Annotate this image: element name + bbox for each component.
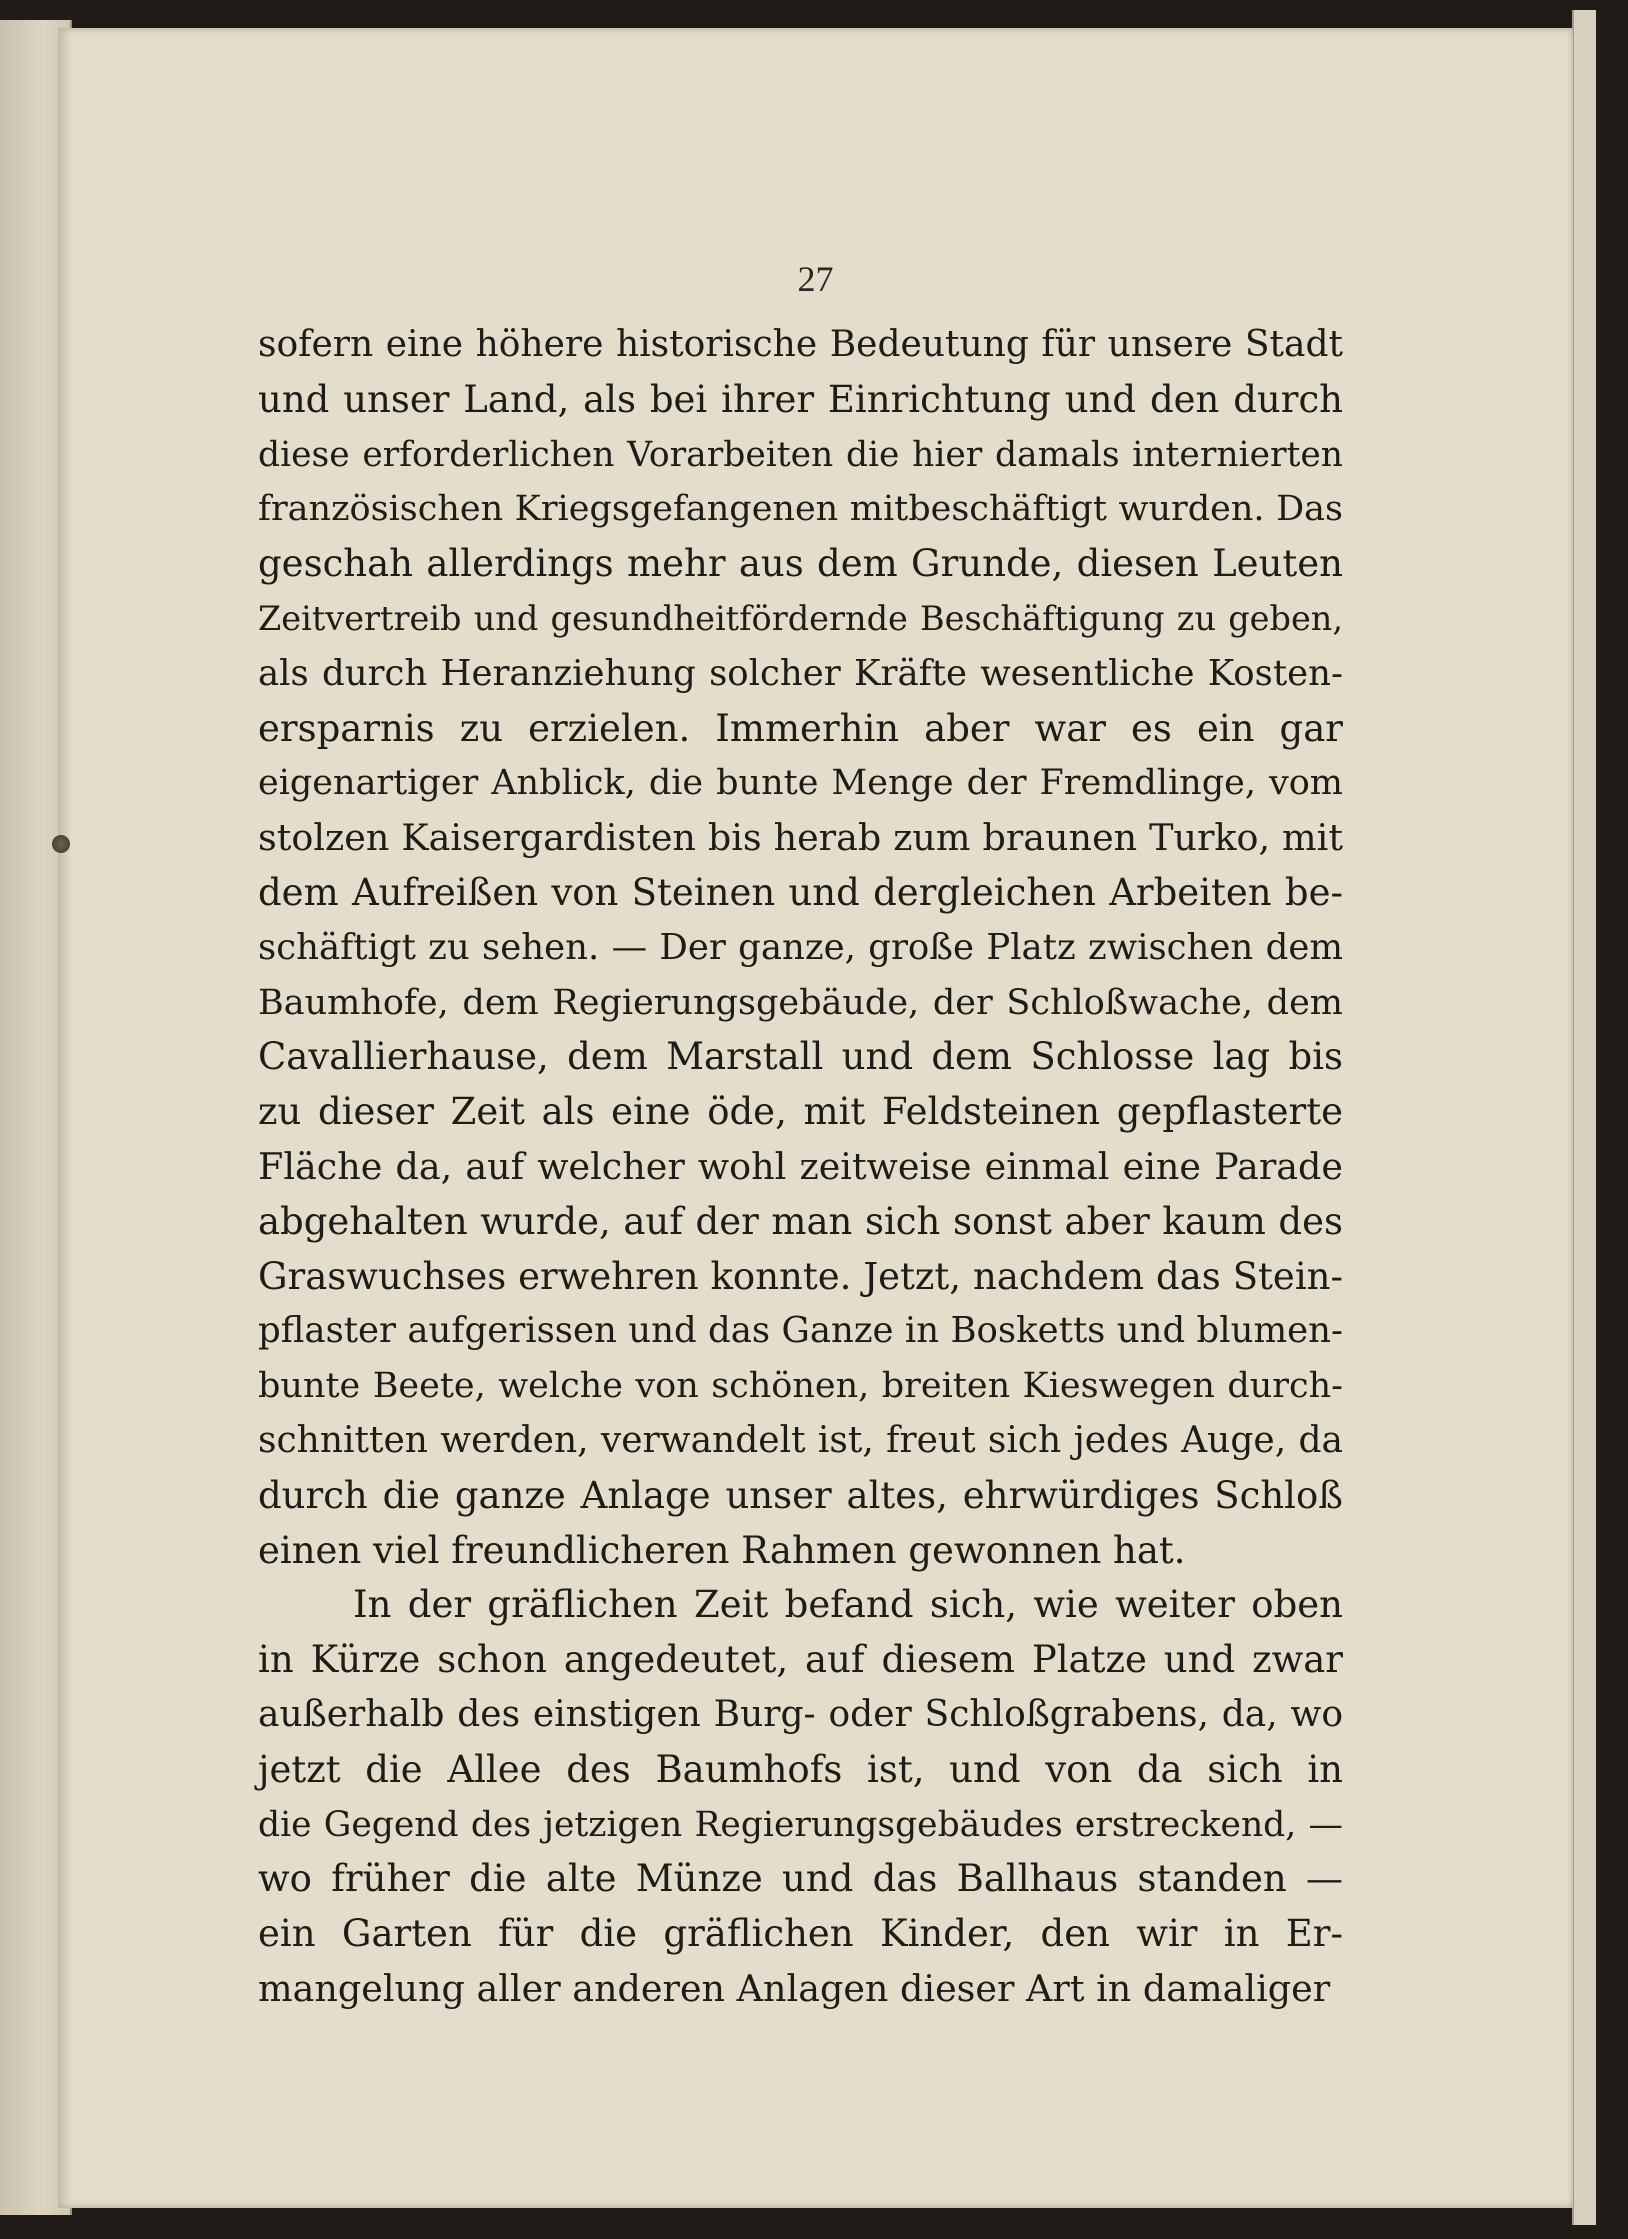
text-line: Cavallierhause, dem Marstall und dem Schlosse lag bis	[258, 1035, 1343, 1079]
text-line: durch die ganze Anlage unser altes, ehrwürdiges Schloß	[258, 1473, 1343, 1517]
text-line: eigenartiger Anblick, die bunte Menge der Fremdlinge, vom	[258, 763, 1343, 804]
text-line: sofern eine höhere historische Bedeutung für unsere Stadt	[258, 324, 1343, 365]
text-line: bunte Beete, welche von schönen, breiten Kieswegen durch-	[258, 1366, 1343, 1407]
text-line: französischen Kriegsgefangenen mitbeschäftigt wurden. Das	[258, 489, 1343, 530]
text-line: abgehalten wurde, auf der man sich sonst aber kaum des	[258, 1199, 1343, 1243]
text-line: schnitten werden, verwandelt ist, freut sich jedes Auge, da	[258, 1419, 1343, 1461]
text-line: die Gegend des jetzigen Regierungsgebäudes erstreckend, —	[258, 1804, 1343, 1845]
text-line: und unser Land, als bei ihrer Einrichtung und den durch	[258, 377, 1343, 421]
text-line: ein Garten für die gräflichen Kinder, den wir in Er-	[258, 1912, 1343, 1956]
text-line: in Kürze schon angedeutet, auf diesem Platze und zwar	[258, 1638, 1343, 1682]
text-line: mangelung aller anderen Anlagen dieser Art in damaliger	[258, 1966, 1331, 2010]
text-line: Fläche da, auf welcher wohl zeitweise einmal eine Parade	[258, 1144, 1343, 1188]
text-line: diese erforderlichen Vorarbeiten die hier damals internierten	[258, 434, 1343, 475]
text-line: stolzen Kaisergardisten bis herab zum braunen Turko, mit	[258, 816, 1343, 860]
text-line: jetzt die Allee des Baumhofs ist, und von da sich in	[258, 1747, 1343, 1791]
next-page-edge	[1572, 10, 1596, 2225]
paragraph	[258, 318, 1343, 1578]
page-number: 27	[797, 259, 834, 299]
text-line: Zeitvertreib und gesundheitfördernde Beschäftigung zu geben,	[258, 598, 1343, 638]
body-text	[258, 318, 1343, 2017]
text-line: Baumhofe, dem Regierungsgebäude, der Schloßwache, dem	[258, 982, 1343, 1023]
text-line: geschah allerdings mehr aus dem Grunde, diesen Leuten	[258, 542, 1343, 586]
text-line: Graswuchses erwehren konnte. Jetzt, nachdem das Stein-	[258, 1254, 1343, 1298]
text-line: schäftigt zu sehen. — Der ganze, große Platz zwischen dem	[258, 926, 1343, 968]
text-line: ersparnis zu erzielen. Immerhin aber war es ein gar	[258, 706, 1343, 750]
text-line: dem Aufreißen von Steinen und dergleichen Arbeiten be-	[258, 870, 1343, 914]
text-line: wo früher die alte Münze und das Ballhaus standen —	[258, 1857, 1343, 1901]
text-line: In der gräflichen Zeit befand sich, wie weiter oben	[353, 1583, 1343, 1627]
text-line: als durch Heranziehung solcher Kräfte wesentliche Kosten-	[258, 652, 1343, 694]
text-line: zu dieser Zeit als eine öde, mit Feldsteinen gepflasterte	[258, 1090, 1343, 1134]
binding-pin	[52, 835, 70, 853]
text-line: einen viel freundlicheren Rahmen gewonnen hat.	[258, 1528, 1186, 1572]
paragraph	[258, 1578, 1343, 2016]
text-line: außerhalb des einstigen Burg- oder Schloßgrabens, da, wo	[258, 1693, 1343, 1735]
text-line: pflaster aufgerissen und das Ganze in Bosketts und blumen-	[258, 1310, 1343, 1352]
